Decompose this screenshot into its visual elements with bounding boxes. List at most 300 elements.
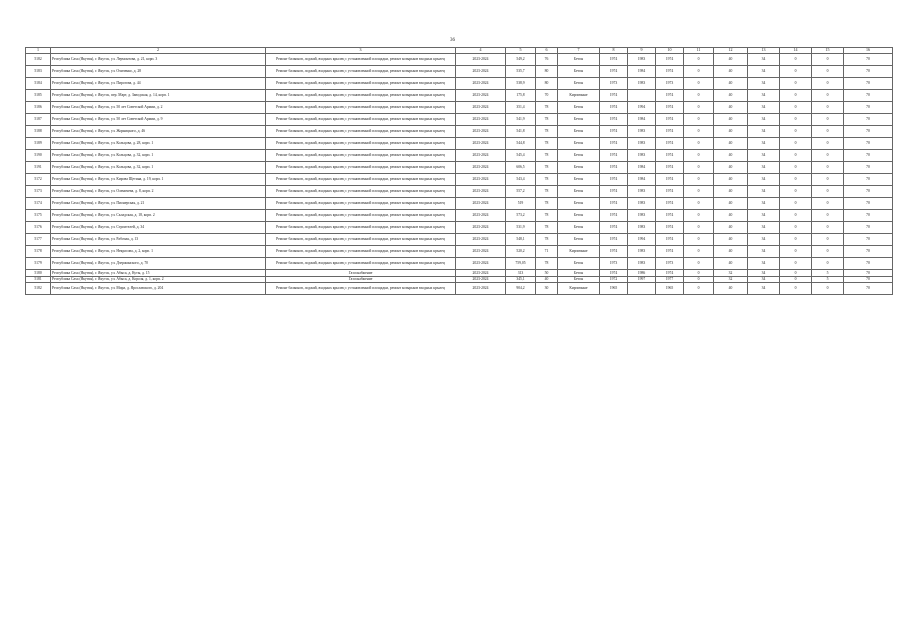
col-16-cell: 70 (844, 90, 893, 102)
year-repair-cell: 1994 (628, 102, 656, 114)
row-number-cell: 5189 (26, 138, 51, 150)
col-12-cell: 40 (714, 210, 748, 222)
col-11-cell: 0 (684, 246, 714, 258)
col-15-cell: 0 (812, 150, 844, 162)
address-cell: Республика Саха (Якутия), г. Якутск, ул. Складская, д. 18, корп. 2 (51, 210, 266, 222)
col-13-cell: 34 (748, 162, 780, 174)
year-commission-cell: 1974 (656, 270, 684, 277)
row-number-cell: 5172 (26, 174, 51, 186)
area-cell: 520,2 (506, 246, 536, 258)
year-built-cell: 1974 (600, 126, 628, 138)
row-number-cell: 5174 (26, 198, 51, 210)
col-15-cell: 0 (812, 54, 844, 66)
col-16-cell: 70 (844, 150, 893, 162)
year-commission-cell: 1973 (656, 258, 684, 270)
wall-material-cell: Бетон (558, 270, 600, 277)
address-cell: Республика Саха (Якутия), г. Якутск, ул. Кольцова, д. 32, корп. 1 (51, 150, 266, 162)
period-cell: 2023-2024 (456, 150, 506, 162)
work-type-cell: Ремонт балконов, лоджий, входных крылец с установленной площадки, ремонт козырьков входных крылец (266, 54, 456, 66)
area-cell: 535,7 (506, 66, 536, 78)
year-commission-cell: 1974 (656, 162, 684, 174)
table-row (26, 174, 893, 186)
table-row (26, 283, 893, 295)
row-number-cell: 5181 (26, 276, 51, 283)
table-row (26, 54, 893, 66)
address-cell: Республика Саха (Якутия), г. Якутск, ул. Абыса, д. Куты, д. 15 (51, 270, 266, 277)
row-number-cell: 5176 (26, 222, 51, 234)
col-15-cell: 0 (812, 102, 844, 114)
year-built-cell: 1973 (600, 258, 628, 270)
year-built-cell: 1974 (600, 102, 628, 114)
year-commission-cell: 1974 (656, 126, 684, 138)
wear-percent-cell: 78 (536, 210, 558, 222)
col-11-cell: 0 (684, 126, 714, 138)
wear-percent-cell: 78 (536, 162, 558, 174)
address-cell: Республика Саха (Якутия), г. Якутск, ул. Пирогова, д. 44 (51, 78, 266, 90)
wall-material-cell: Бетон (558, 222, 600, 234)
work-type-cell: Ремонт балконов, лоджий, входных крылец с установленной площадки, ремонт козырьков входных крылец (266, 90, 456, 102)
area-cell: 541,8 (506, 126, 536, 138)
area-cell: 519 (506, 198, 536, 210)
work-type-cell: Ремонт балконов, лоджий, входных крылец с установленной площадки, ремонт козырьков входных крылец (266, 246, 456, 258)
wall-material-cell: Бетон (558, 66, 600, 78)
col-16-cell: 70 (844, 78, 893, 90)
row-number-cell: 5180 (26, 270, 51, 277)
col-16-cell: 70 (844, 138, 893, 150)
area-cell: 548,1 (506, 234, 536, 246)
col-13-cell: 34 (748, 198, 780, 210)
address-cell: Республика Саха (Якутия), г. Якутск, ул. Пионерская, д. 21 (51, 198, 266, 210)
col-16-cell: 70 (844, 198, 893, 210)
wear-percent-cell: 40 (536, 276, 558, 283)
col-13-cell: 34 (748, 283, 780, 295)
col-15-cell: 0 (812, 283, 844, 295)
col-14-cell: 0 (780, 234, 812, 246)
year-built-cell: 1974 (600, 54, 628, 66)
column-number: 11 (684, 48, 714, 54)
col-12-cell: 40 (714, 90, 748, 102)
row-number-cell: 5185 (26, 90, 51, 102)
wall-material-cell: Бетон (558, 162, 600, 174)
wear-percent-cell: 76 (536, 54, 558, 66)
col-13-cell: 34 (748, 270, 780, 277)
col-12-cell: 40 (714, 54, 748, 66)
col-16-cell: 70 (844, 54, 893, 66)
work-type-cell: Ремонт балконов, лоджий, входных крылец с установленной площадки, ремонт козырьков входных крылец (266, 283, 456, 295)
col-15-cell: 0 (812, 186, 844, 198)
col-13-cell: 34 (748, 78, 780, 90)
capital-repair-table (25, 47, 893, 295)
wall-material-cell: Бетон (558, 186, 600, 198)
area-cell: 557,2 (506, 186, 536, 198)
col-14-cell: 0 (780, 270, 812, 277)
wear-percent-cell: 30 (536, 283, 558, 295)
col-15-cell: 5 (812, 270, 844, 277)
col-11-cell: 0 (684, 54, 714, 66)
column-number: 10 (656, 48, 684, 54)
col-13-cell: 34 (748, 126, 780, 138)
row-number-cell: 5178 (26, 246, 51, 258)
col-14-cell: 0 (780, 90, 812, 102)
row-number-cell: 5173 (26, 186, 51, 198)
address-cell: Республика Саха (Якутия), г. Якутск, ул. Лермонтова, д. 21, корп. 3 (51, 54, 266, 66)
col-11-cell: 0 (684, 114, 714, 126)
col-14-cell: 0 (780, 174, 812, 186)
column-number: 1 (26, 48, 51, 54)
col-16-cell: 70 (844, 210, 893, 222)
col-13-cell: 34 (748, 186, 780, 198)
wear-percent-cell: 78 (536, 138, 558, 150)
table-row (26, 102, 893, 114)
table-row (26, 114, 893, 126)
year-repair-cell: 1983 (628, 210, 656, 222)
work-type-cell: Ремонт балконов, лоджий, входных крылец с установленной площадки, ремонт козырьков входных крылец (266, 234, 456, 246)
wear-percent-cell: 78 (536, 186, 558, 198)
col-15-cell: 0 (812, 114, 844, 126)
col-15-cell: 0 (812, 138, 844, 150)
address-cell: Республика Саха (Якутия), г. Якутск, ул. Абыса, д. Короля, д. 1, корп. 2 (51, 276, 266, 283)
col-13-cell: 34 (748, 222, 780, 234)
wall-material-cell: Бетон (558, 210, 600, 222)
area-cell: 541,9 (506, 114, 536, 126)
address-cell: Республика Саха (Якутия), г. Якутск, ул. 50 лет Советской Армии, д. 9 (51, 114, 266, 126)
col-11-cell: 0 (684, 78, 714, 90)
col-14-cell: 0 (780, 246, 812, 258)
col-15-cell: 0 (812, 210, 844, 222)
col-16-cell: 70 (844, 246, 893, 258)
wear-percent-cell: 80 (536, 66, 558, 78)
area-cell: 904,2 (506, 283, 536, 295)
wear-percent-cell: 71 (536, 246, 558, 258)
col-14-cell: 0 (780, 283, 812, 295)
work-type-cell: Ремонт балконов, лоджий, входных крылец с установленной площадки, ремонт козырьков входных крылец (266, 186, 456, 198)
table-row (26, 66, 893, 78)
column-number: 2 (51, 48, 266, 54)
table-row (26, 222, 893, 234)
year-repair-cell (628, 283, 656, 295)
col-15-cell: 0 (812, 162, 844, 174)
area-cell: 345,1 (506, 276, 536, 283)
period-cell: 2023-2024 (456, 276, 506, 283)
col-16-cell: 70 (844, 276, 893, 283)
address-cell: Республика Саха (Якутия), г. Якутск, ул. 50 лет Советской Армии, д. 2 (51, 102, 266, 114)
column-number: 13 (748, 48, 780, 54)
year-repair-cell: 1984 (628, 174, 656, 186)
col-12-cell: 40 (714, 198, 748, 210)
address-cell: Республика Саха (Якутия), г. Якутск, ул. Дзержинского, д. 70 (51, 258, 266, 270)
work-type-cell: Ремонт балконов, лоджий, входных крылец с установленной площадки, ремонт козырьков входных крылец (266, 114, 456, 126)
address-cell: Республика Саха (Якутия), г. Якутск, ул. Оленичева, д. 8, корп. 2 (51, 186, 266, 198)
wear-percent-cell: 78 (536, 126, 558, 138)
work-type-cell: Ремонт балконов, лоджий, входных крылец с установленной площадки, ремонт козырьков входных крылец (266, 102, 456, 114)
year-commission-cell: 1974 (656, 150, 684, 162)
year-built-cell: 1974 (600, 234, 628, 246)
work-type-cell: Газоснабжение (266, 270, 456, 277)
col-11-cell: 0 (684, 276, 714, 283)
table-row (26, 90, 893, 102)
year-repair-cell: 1983 (628, 222, 656, 234)
address-cell: Республика Саха (Якутия), г. Якутск, пер. Март, д. Заводская, д. 14, корп. 1 (51, 90, 266, 102)
col-12-cell: 40 (714, 138, 748, 150)
col-13-cell: 34 (748, 246, 780, 258)
period-cell: 2023-2024 (456, 234, 506, 246)
col-11-cell: 0 (684, 138, 714, 150)
wall-material-cell: Бетон (558, 198, 600, 210)
col-16-cell: 70 (844, 114, 893, 126)
row-number-cell: 5188 (26, 126, 51, 138)
wall-material-cell: Бетон (558, 276, 600, 283)
period-cell: 2023-2024 (456, 210, 506, 222)
year-repair-cell: 1983 (628, 54, 656, 66)
year-commission-cell: 1974 (656, 114, 684, 126)
col-13-cell: 34 (748, 114, 780, 126)
period-cell: 2023-2024 (456, 66, 506, 78)
wall-material-cell: Бетон (558, 150, 600, 162)
year-built-cell: 1974 (600, 90, 628, 102)
work-type-cell: Ремонт балконов, лоджий, входных крылец с установленной площадки, ремонт козырьков входных крылец (266, 198, 456, 210)
year-built-cell: 1974 (600, 138, 628, 150)
address-cell: Республика Саха (Якутия), г. Якутск, ул. Рабочая, д. 13 (51, 234, 266, 246)
col-13-cell: 34 (748, 276, 780, 283)
col-13-cell: 34 (748, 66, 780, 78)
col-13-cell: 34 (748, 258, 780, 270)
table-row (26, 162, 893, 174)
col-12-cell: 40 (714, 114, 748, 126)
work-type-cell: Ремонт балконов, лоджий, входных крылец с установленной площадки, ремонт козырьков входных крылец (266, 126, 456, 138)
year-repair-cell: 1983 (628, 150, 656, 162)
work-type-cell: Ремонт балконов, лоджий, входных крылец с установленной площадки, ремонт козырьков входных крылец (266, 174, 456, 186)
address-cell: Республика Саха (Якутия), г. Якутск, ул. Очиченко, д. 28 (51, 66, 266, 78)
col-14-cell: 0 (780, 54, 812, 66)
col-16-cell: 70 (844, 174, 893, 186)
column-number: 6 (536, 48, 558, 54)
year-commission-cell: 1974 (656, 174, 684, 186)
year-repair-cell: 1983 (628, 126, 656, 138)
year-commission-cell: 1974 (656, 102, 684, 114)
row-number-cell: 5179 (26, 258, 51, 270)
col-12-cell: 40 (714, 283, 748, 295)
col-12-cell: 40 (714, 234, 748, 246)
col-16-cell: 70 (844, 162, 893, 174)
table-row (26, 210, 893, 222)
year-built-cell: 1965 (600, 283, 628, 295)
col-11-cell: 0 (684, 210, 714, 222)
period-cell: 2023-2024 (456, 90, 506, 102)
year-repair-cell: 1983 (628, 258, 656, 270)
period-cell: 2023-2024 (456, 114, 506, 126)
row-number-cell: 5187 (26, 114, 51, 126)
col-13-cell: 34 (748, 234, 780, 246)
col-14-cell: 0 (780, 114, 812, 126)
year-commission-cell: 1974 (656, 90, 684, 102)
period-cell: 2023-2024 (456, 54, 506, 66)
col-11-cell: 0 (684, 270, 714, 277)
row-number-cell: 5190 (26, 150, 51, 162)
col-15-cell: 0 (812, 234, 844, 246)
year-built-cell: 1974 (600, 246, 628, 258)
year-commission-cell: 1974 (656, 54, 684, 66)
col-15-cell: 0 (812, 78, 844, 90)
year-repair-cell: 1983 (628, 186, 656, 198)
wall-material-cell: Бетон (558, 78, 600, 90)
year-commission-cell: 1974 (656, 210, 684, 222)
area-cell: 543,4 (506, 174, 536, 186)
table-row (26, 78, 893, 90)
wear-percent-cell: 78 (536, 150, 558, 162)
area-cell: 351,4 (506, 102, 536, 114)
area-cell: 544,8 (506, 138, 536, 150)
wall-material-cell: Бетон (558, 174, 600, 186)
col-12-cell: 40 (714, 222, 748, 234)
year-repair-cell: 1983 (628, 198, 656, 210)
col-11-cell: 0 (684, 234, 714, 246)
address-cell: Республика Саха (Якутия), г. Якутск, ул. Жорницкого, д. 46 (51, 126, 266, 138)
period-cell: 2023-2024 (456, 246, 506, 258)
col-11-cell: 0 (684, 90, 714, 102)
table-row (26, 186, 893, 198)
col-15-cell: 5 (812, 276, 844, 283)
period-cell: 2023-2024 (456, 162, 506, 174)
column-number: 12 (714, 48, 748, 54)
col-12-cell: 40 (714, 78, 748, 90)
row-number-cell: 5177 (26, 234, 51, 246)
year-built-cell: 1974 (600, 174, 628, 186)
work-type-cell: Ремонт балконов, лоджий, входных крылец с установленной площадки, ремонт козырьков входных крылец (266, 138, 456, 150)
column-number: 3 (266, 48, 456, 54)
year-commission-cell: 1977 (656, 276, 684, 283)
column-number: 15 (812, 48, 844, 54)
table-row (26, 246, 893, 258)
work-type-cell: Ремонт балконов, лоджий, входных крылец с установленной площадки, ремонт козырьков входных крылец (266, 66, 456, 78)
col-16-cell: 70 (844, 126, 893, 138)
col-11-cell: 0 (684, 66, 714, 78)
col-15-cell: 0 (812, 90, 844, 102)
col-15-cell: 0 (812, 126, 844, 138)
year-repair-cell: 1997 (628, 276, 656, 283)
year-built-cell: 1974 (600, 198, 628, 210)
wear-percent-cell: 78 (536, 234, 558, 246)
period-cell: 2023-2024 (456, 102, 506, 114)
col-14-cell: 0 (780, 150, 812, 162)
column-number: 4 (456, 48, 506, 54)
col-16-cell: 70 (844, 66, 893, 78)
area-cell: 538,9 (506, 78, 536, 90)
year-built-cell: 1974 (600, 66, 628, 78)
wear-percent-cell: 78 (536, 102, 558, 114)
col-16-cell: 70 (844, 234, 893, 246)
col-14-cell: 0 (780, 66, 812, 78)
col-12-cell: 40 (714, 186, 748, 198)
year-repair-cell: 1983 (628, 246, 656, 258)
area-cell: 606,5 (506, 162, 536, 174)
year-commission-cell: 1974 (656, 234, 684, 246)
col-14-cell: 0 (780, 276, 812, 283)
col-12-cell: 40 (714, 66, 748, 78)
col-13-cell: 34 (748, 54, 780, 66)
col-13-cell: 34 (748, 138, 780, 150)
page-number: 36 (450, 38, 455, 43)
wall-material-cell: Бетон (558, 126, 600, 138)
col-14-cell: 0 (780, 186, 812, 198)
period-cell: 2023-2024 (456, 270, 506, 277)
area-cell: 545,4 (506, 150, 536, 162)
wall-material-cell: Кирпичные (558, 246, 600, 258)
work-type-cell: Ремонт балконов, лоджий, входных крылец с установленной площадки, ремонт козырьков входных крылец (266, 258, 456, 270)
year-built-cell: 1972 (600, 276, 628, 283)
period-cell: 2023-2024 (456, 126, 506, 138)
year-built-cell: 1973 (600, 78, 628, 90)
wear-percent-cell: 80 (536, 78, 558, 90)
address-cell: Республика Саха (Якутия), г. Якутск, ул. Мира, д. Ярославского, д. 204 (51, 283, 266, 295)
col-11-cell: 0 (684, 283, 714, 295)
wall-material-cell: Кирпичные (558, 283, 600, 295)
col-14-cell: 0 (780, 162, 812, 174)
period-cell: 2023-2024 (456, 78, 506, 90)
col-14-cell: 0 (780, 126, 812, 138)
wear-percent-cell: 70 (536, 90, 558, 102)
year-repair-cell: 1984 (628, 162, 656, 174)
address-cell: Республика Саха (Якутия), г. Якутск, ул. Кирова Щетина, д. 19, корп. 1 (51, 174, 266, 186)
period-cell: 2023-2024 (456, 222, 506, 234)
area-cell: 549,2 (506, 54, 536, 66)
row-number-cell: 5182 (26, 54, 51, 66)
wall-material-cell: Бетон (558, 54, 600, 66)
period-cell: 2023-2024 (456, 138, 506, 150)
column-number: 16 (844, 48, 893, 54)
period-cell: 2023-2024 (456, 186, 506, 198)
address-cell: Республика Саха (Якутия), г. Якутск, ул. Кольцова, д. 28, корп. 1 (51, 138, 266, 150)
col-11-cell: 0 (684, 186, 714, 198)
table-row (26, 258, 893, 270)
col-13-cell: 34 (748, 102, 780, 114)
wall-material-cell: Бетон (558, 258, 600, 270)
col-13-cell: 34 (748, 210, 780, 222)
year-built-cell: 1974 (600, 222, 628, 234)
year-commission-cell: 1974 (656, 186, 684, 198)
year-commission-cell: 1974 (656, 66, 684, 78)
row-number-cell: 5186 (26, 102, 51, 114)
col-16-cell: 70 (844, 222, 893, 234)
col-13-cell: 34 (748, 174, 780, 186)
year-commission-cell: 1974 (656, 222, 684, 234)
period-cell: 2023-2024 (456, 283, 506, 295)
col-11-cell: 0 (684, 102, 714, 114)
work-type-cell: Ремонт балконов, лоджий, входных крылец с установленной площадки, ремонт козырьков входных крылец (266, 162, 456, 174)
col-12-cell: 32 (714, 276, 748, 283)
period-cell: 2023-2024 (456, 198, 506, 210)
wear-percent-cell: 78 (536, 198, 558, 210)
year-repair-cell (628, 90, 656, 102)
col-14-cell: 0 (780, 78, 812, 90)
col-15-cell: 0 (812, 66, 844, 78)
area-cell: 175,8 (506, 90, 536, 102)
row-number-cell: 5184 (26, 78, 51, 90)
wall-material-cell: Кирпичные (558, 90, 600, 102)
work-type-cell: Ремонт балконов, лоджий, входных крылец с установленной площадки, ремонт козырьков входных крылец (266, 78, 456, 90)
wall-material-cell: Бетон (558, 102, 600, 114)
period-cell: 2023-2024 (456, 258, 506, 270)
year-built-cell: 1974 (600, 162, 628, 174)
area-cell: 573,2 (506, 210, 536, 222)
wear-percent-cell: 78 (536, 222, 558, 234)
col-12-cell: 40 (714, 174, 748, 186)
column-number: 14 (780, 48, 812, 54)
year-commission-cell: 1974 (656, 246, 684, 258)
col-15-cell: 0 (812, 174, 844, 186)
column-number: 7 (558, 48, 600, 54)
col-11-cell: 0 (684, 258, 714, 270)
area-cell: 759,05 (506, 258, 536, 270)
